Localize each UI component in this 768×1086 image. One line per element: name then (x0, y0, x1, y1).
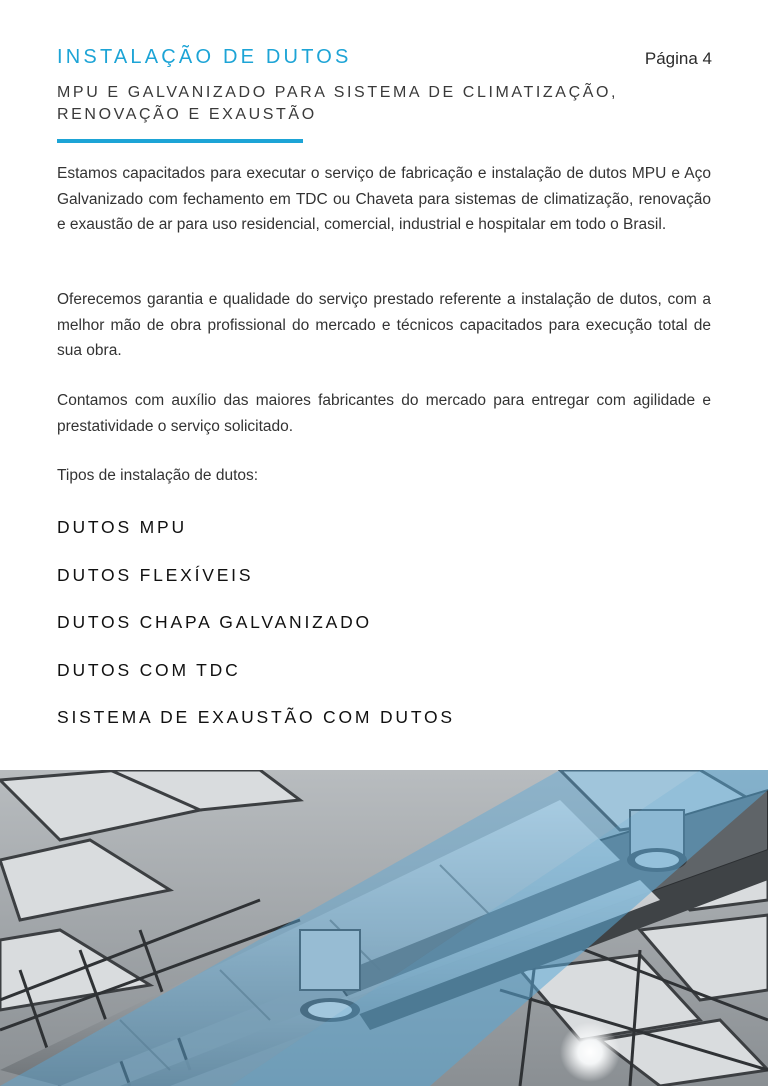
list-item: DUTOS CHAPA GALVANIZADO (57, 612, 372, 632)
ductwork-photo (0, 770, 768, 1086)
page-subtitle: MPU E GALVANIZADO PARA SISTEMA DE CLIMATIZAÇÃO, RENOVAÇÃO E EXAUSTÃO (57, 84, 619, 123)
accent-divider (57, 139, 303, 143)
list-item: DUTOS COM TDC (57, 659, 241, 680)
intro-paragraph: Estamos capacitados para executar o serviço de fabricação e instalação de dutos MPU e Aço Galvanizado com fechamento em TDC ou Chaveta para sistemas de climatização, renovação e exaustão de ar para uso residencial, comercial, industrial e hospitalar em todo o Brasil. (57, 165, 711, 233)
list-item: DUTOS MPU (57, 517, 187, 537)
types-intro: Tipos de instalação de dutos: (57, 467, 259, 484)
duct-types-list (57, 515, 455, 753)
list-item: DUTOS FLEXÍVEIS (57, 564, 254, 585)
page-title: INSTALAÇÃO DE DUTOS (57, 46, 352, 68)
guarantee-paragraph: Oferecemos garantia e qualidade do serviço prestado referente a instalação de dutos, com a melhor mão de obra profissional do mercado e técnicos capacitados para execução total de sua obra. (57, 291, 711, 359)
page-number: Página 4 (644, 49, 712, 68)
list-item: SISTEMA DE EXAUSTÃO COM DUTOS (57, 707, 455, 727)
manufacturers-paragraph: Contamos com auxílio das maiores fabricantes do mercado para entregar com agilidade e prestatividade o serviço solicitado. (57, 392, 711, 435)
